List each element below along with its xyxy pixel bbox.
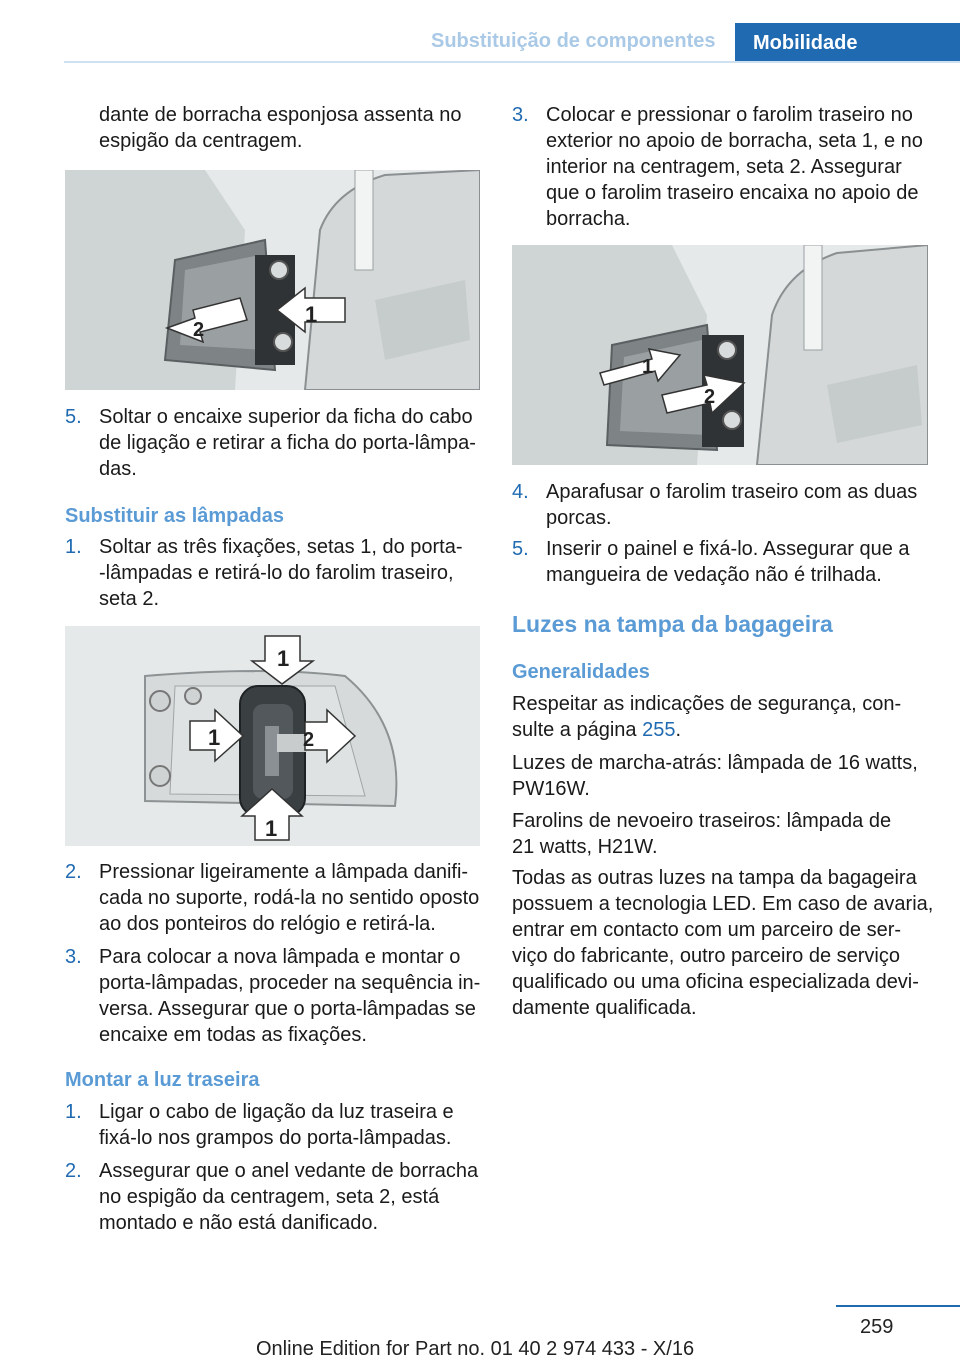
replace-step-2-number: 2. bbox=[65, 861, 82, 883]
safety-line-2-text: sulte a página bbox=[512, 719, 643, 741]
safety-line-2 bbox=[512, 718, 681, 744]
right-step-3-line-3: interior na centragem, seta 2. Assegurar bbox=[546, 156, 902, 178]
fig1-arrow-1-label: 1 bbox=[305, 302, 318, 327]
right-step-3-line-4: que o farolim traseiro encaixa no apoio de bbox=[546, 182, 919, 204]
replace-step-2-line-3: ao dos ponteiros do relógio e retirá-la. bbox=[99, 913, 436, 935]
mount-step-1-line-2: fixá-lo nos grampos do porta-lâmpadas. bbox=[99, 1127, 452, 1149]
right-step-3-line-2: exterior no apoio de borracha, seta 1, e no bbox=[546, 130, 923, 152]
step-5-line-1: Soltar o encaixe superior da ficha do cabo bbox=[99, 406, 473, 428]
fig1-arrow-2-label: 2 bbox=[193, 319, 205, 341]
heading-general: Generalidades bbox=[512, 661, 650, 683]
footer-edition: Online Edition for Part no. 01 40 2 974 433 - X/16 bbox=[256, 1338, 695, 1360]
right-step-3-line-1: Colocar e pressionar o farolim traseiro no bbox=[546, 104, 913, 126]
heading-trunk-lights: Luzes na tampa da bagageira bbox=[512, 611, 833, 637]
replace-step-3-line-4: encaixe em todas as fixações. bbox=[99, 1024, 367, 1046]
right-step-5-line-1: Inserir o painel e fixá-lo. Assegurar que a bbox=[546, 538, 910, 560]
right-step-4-line-2: porcas. bbox=[546, 507, 612, 529]
led-line-5: qualificado ou uma oficina especializada devi- bbox=[512, 971, 919, 993]
replace-step-3-number: 3. bbox=[65, 946, 82, 968]
mount-step-1-line-1: Ligar o cabo de ligação da luz traseira e bbox=[99, 1101, 454, 1123]
mount-step-1-number: 1. bbox=[65, 1101, 82, 1123]
figure-taillight-removal bbox=[65, 170, 480, 390]
replace-step-3-line-2: porta-lâmpadas, proceder na sequência in- bbox=[99, 972, 481, 994]
fig2-arrow-right-label: 2 bbox=[303, 729, 315, 751]
fig2-arrow-bottom-label: 1 bbox=[265, 816, 278, 841]
replace-step-3-line-3: versa. Assegurar que o porta-lâmpadas se bbox=[99, 998, 476, 1020]
fig3-arrow-1-label: 1 bbox=[642, 356, 654, 378]
replace-step-2-line-1: Pressionar ligeiramente a lâmpada danifi- bbox=[99, 861, 469, 883]
reverse-line-1: Luzes de marcha-atrás: lâmpada de 16 watts, bbox=[512, 752, 918, 774]
heading-mount-taillight: Montar a luz traseira bbox=[65, 1069, 260, 1091]
led-line-4: viço do fabricante, outro parceiro de serviço bbox=[512, 945, 900, 967]
footer-rule bbox=[836, 1305, 960, 1307]
safety-page-link[interactable]: 255 bbox=[642, 719, 676, 741]
fig2-arrow-left-label: 1 bbox=[208, 725, 221, 750]
mount-step-2-line-1: Assegurar que o anel vedante de borracha bbox=[99, 1160, 479, 1182]
right-step-4-line-1: Aparafusar o farolim traseiro com as duas bbox=[546, 481, 918, 503]
safety-line-1: Respeitar as indicações de segurança, con- bbox=[512, 693, 902, 715]
fog-line-2: 21 watts, H21W. bbox=[512, 836, 658, 858]
intro-line-1: dante de borracha esponjosa assenta no bbox=[99, 104, 462, 126]
mount-step-2-line-3: montado e não está danificado. bbox=[99, 1212, 379, 1234]
running-header-tab: Mobilidade bbox=[735, 23, 960, 63]
right-step-5-number: 5. bbox=[512, 538, 529, 560]
heading-replace-bulbs: Substituir as lâmpadas bbox=[65, 505, 284, 527]
replace-step-3-line-1: Para colocar a nova lâmpada e montar o bbox=[99, 946, 461, 968]
mount-step-2-line-2: no espigão da centragem, seta 2, está bbox=[99, 1186, 440, 1208]
step-5-line-2: de ligação e retirar a ficha do porta-lâmpa- bbox=[99, 432, 476, 454]
right-step-3-line-5: borracha. bbox=[546, 208, 631, 230]
replace-step-1-number: 1. bbox=[65, 536, 82, 558]
page-number: 259 bbox=[860, 1316, 894, 1338]
replace-step-1-line-1: Soltar as três fixações, setas 1, do porta- bbox=[99, 536, 463, 558]
led-line-2: possuem a tecnologia LED. Em caso de avaria, bbox=[512, 893, 934, 915]
right-step-5-line-2: mangueira de vedação não é trilhada. bbox=[546, 564, 882, 586]
step-5-number: 5. bbox=[65, 406, 82, 428]
safety-line-2-end: . bbox=[675, 719, 682, 741]
replace-step-1-line-3: seta 2. bbox=[99, 588, 160, 610]
header-rule bbox=[64, 61, 960, 63]
figure-taillight-install bbox=[512, 245, 928, 465]
mount-step-2-number: 2. bbox=[65, 1160, 82, 1182]
led-line-3: entrar em contacto com um parceiro de ser- bbox=[512, 919, 902, 941]
step-5-line-3: das. bbox=[99, 458, 137, 480]
led-line-6: damente qualificada. bbox=[512, 997, 697, 1019]
right-step-4-number: 4. bbox=[512, 481, 529, 503]
led-line-1: Todas as outras luzes na tampa da bagageira bbox=[512, 867, 917, 889]
right-step-3-number: 3. bbox=[512, 104, 529, 126]
intro-line-2: espigão da centragem. bbox=[99, 130, 303, 152]
fig3-arrow-2-label: 2 bbox=[704, 386, 716, 408]
reverse-line-2: PW16W. bbox=[512, 778, 590, 800]
replace-step-2-line-2: cada no suporte, rodá-la no sentido oposto bbox=[99, 887, 480, 909]
replace-step-1-line-2: -lâmpadas e retirá-lo do farolim traseiro, bbox=[99, 562, 454, 584]
fog-line-1: Farolins de nevoeiro traseiros: lâmpada de bbox=[512, 810, 892, 832]
running-header-section: Substituição de componentes bbox=[431, 30, 716, 52]
fig2-arrow-top-label: 1 bbox=[277, 646, 290, 671]
figure-bulb-holder bbox=[65, 626, 480, 846]
